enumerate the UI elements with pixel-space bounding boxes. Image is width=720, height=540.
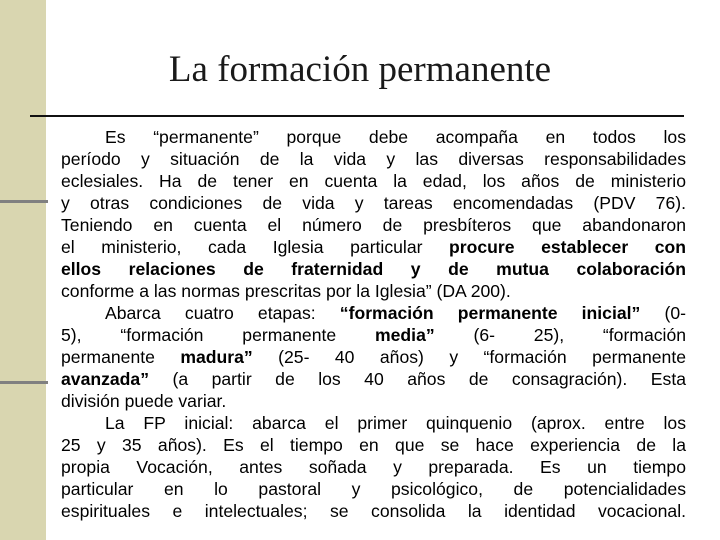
- text-line: [61, 346, 686, 368]
- text-line: La FP inicial: abarca el primer quinquenio (aprox. entre los: [105, 413, 686, 433]
- text-run: (a partir de los 40 años de consagración). Esta: [149, 369, 686, 389]
- bold-run: procure establecer con: [449, 237, 687, 257]
- text-run: “formación permanente: [120, 325, 375, 345]
- text-line: período y situación de la vida y las diversas responsabilidades: [61, 149, 686, 169]
- text-run: (6- 25), “formación: [434, 325, 687, 345]
- text-line: [61, 302, 686, 324]
- bold-run: madura”: [180, 347, 253, 367]
- text-line: [61, 368, 686, 390]
- text-line: [61, 324, 686, 346]
- text-line: eclesiales. Ha de tener en cuenta la edad, los años de ministerio: [61, 171, 686, 191]
- slide-title: La formación permanente: [168, 49, 552, 90]
- text-run: el ministerio, cada Iglesia particular: [61, 237, 450, 257]
- text-line: división puede variar.: [61, 391, 227, 411]
- text-line: y otras condiciones de vida y tareas encomendadas (PDV 76).: [61, 193, 686, 213]
- side-bar-notch: [0, 200, 48, 203]
- bold-run: ellos relaciones de fraternidad y de mutua colaboración: [61, 259, 686, 279]
- text-run: permanente: [61, 347, 181, 367]
- text-line: Es “permanente” porque debe acompaña en todos los: [105, 127, 686, 147]
- text-line: espirituales e intelectuales; se consolida la identidad vocacional.: [61, 501, 686, 521]
- bold-run: avanzada”: [61, 369, 150, 389]
- text-line: particular en lo pastoral y psicológico, de potencialidades: [61, 479, 686, 499]
- text-run: (0-: [640, 303, 686, 323]
- bold-run: media”: [375, 325, 435, 345]
- text-line: conforme a las normas prescritas por la Iglesia” (DA 200).: [61, 281, 511, 301]
- text-run: 5),: [61, 325, 121, 345]
- slide-side-bar: [0, 0, 46, 540]
- slide-body: [61, 126, 686, 522]
- text-line: propia Vocación, antes soñada y preparada. Es un tiempo: [61, 457, 686, 477]
- text-line: 25 y 35 años). Es el tiempo en que se hace experiencia de la: [61, 435, 686, 455]
- text-run: (25- 40 años) y “formación permanente: [252, 347, 686, 367]
- side-bar-notch: [0, 381, 48, 384]
- bold-run: “formación permanente inicial”: [339, 303, 641, 323]
- text-line: [61, 236, 686, 258]
- text-line: Teniendo en cuenta el número de presbíteros que abandonaron: [61, 215, 686, 235]
- text-line: [61, 258, 686, 280]
- title-divider: [30, 115, 684, 117]
- text-run: Abarca cuatro etapas:: [105, 303, 340, 323]
